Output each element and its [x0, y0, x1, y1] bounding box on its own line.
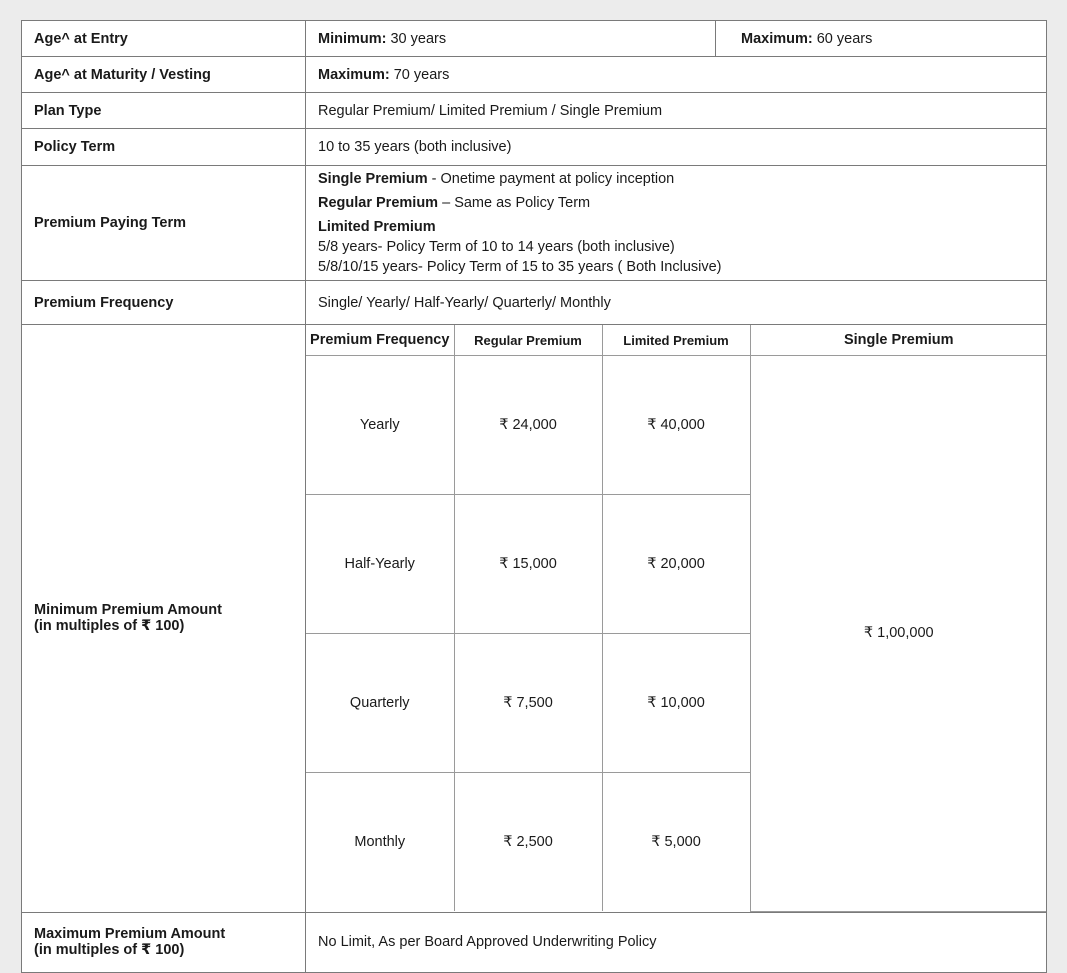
value-premium-paying-term	[306, 166, 1047, 281]
label-age-at-entry: Age^ at Entry	[22, 21, 306, 57]
limited-premium-term-2: 5/8/10/15 years- Policy Term of 15 to 35 years ( Both Inclusive)	[318, 259, 722, 275]
regular-premium-cell: ₹ 15,000	[454, 495, 602, 634]
row-maximum-premium	[22, 912, 1047, 972]
table-row	[306, 356, 1047, 495]
value-policy-term: 10 to 35 years (both inclusive)	[306, 129, 1047, 166]
table-header-row	[306, 325, 1047, 356]
label-premium-paying-term: Premium Paying Term	[22, 166, 306, 281]
limited-premium-label: Limited Premium	[318, 219, 436, 235]
value-maximum-premium: No Limit, As per Board Approved Underwriting Policy	[306, 912, 1047, 972]
limited-premium-cell: ₹ 10,000	[602, 634, 750, 773]
value-age-at-maturity	[306, 57, 1047, 93]
frequency-cell: Monthly	[306, 773, 454, 912]
limited-premium-cell: ₹ 40,000	[602, 356, 750, 495]
value-premium-frequency: Single/ Yearly/ Half-Yearly/ Quarterly/ Monthly	[306, 281, 1047, 325]
limited-premium-term-1: 5/8 years- Policy Term of 10 to 14 years (both inclusive)	[318, 239, 675, 255]
maximum-label: Maximum:	[741, 30, 813, 47]
regular-premium-label: Regular Premium	[318, 195, 439, 211]
value-minimum-premium	[306, 325, 1047, 913]
row-premium-paying-term	[22, 166, 1047, 281]
label-plan-type: Plan Type	[22, 93, 306, 129]
age-entry-minimum	[306, 21, 716, 56]
label-policy-term: Policy Term	[22, 129, 306, 166]
minimum-premium-label-line1: Minimum Premium Amount	[34, 602, 222, 619]
frequency-cell: Half-Yearly	[306, 495, 454, 634]
single-premium-label: Single Premium	[318, 171, 428, 187]
regular-premium-cell: ₹ 24,000	[454, 356, 602, 495]
maximum-value: 70 years	[389, 66, 450, 83]
minimum-premium-label-line2: (in multiples of ₹ 100)	[34, 618, 185, 635]
limited-premium-cell: ₹ 5,000	[602, 773, 750, 912]
header-single-premium: Single Premium	[750, 325, 1047, 356]
maximum-premium-label-line2: (in multiples of ₹ 100)	[34, 942, 185, 958]
regular-premium-line	[318, 193, 1034, 213]
minimum-label: Minimum:	[318, 30, 387, 47]
maximum-label: Maximum:	[318, 66, 390, 83]
header-premium-frequency: Premium Frequency	[306, 325, 454, 356]
maximum-value: 60 years	[812, 30, 873, 47]
row-policy-term	[22, 129, 1047, 166]
header-limited-premium: Limited Premium	[602, 325, 750, 356]
label-premium-frequency: Premium Frequency	[22, 281, 306, 325]
row-premium-frequency	[22, 281, 1047, 325]
single-premium-text: - Onetime payment at policy inception	[427, 171, 675, 187]
minimum-premium-table	[306, 325, 1047, 912]
frequency-cell: Yearly	[306, 356, 454, 495]
single-premium-line	[318, 169, 1034, 189]
label-maximum-premium	[22, 912, 306, 972]
regular-premium-cell: ₹ 2,500	[454, 773, 602, 912]
limited-premium-cell: ₹ 20,000	[602, 495, 750, 634]
single-premium-cell: ₹ 1,00,000	[750, 356, 1047, 912]
frequency-cell: Quarterly	[306, 634, 454, 773]
row-age-at-entry	[22, 21, 1047, 57]
age-entry-maximum	[716, 21, 1046, 56]
maximum-premium-label-line1: Maximum Premium Amount	[34, 926, 226, 942]
row-age-at-maturity	[22, 57, 1047, 93]
regular-premium-cell: ₹ 7,500	[454, 634, 602, 773]
header-regular-premium: Regular Premium	[454, 325, 602, 356]
value-plan-type: Regular Premium/ Limited Premium / Single Premium	[306, 93, 1047, 129]
regular-premium-text: – Same as Policy Term	[438, 195, 591, 211]
row-plan-type	[22, 93, 1047, 129]
policy-features-table	[21, 20, 1047, 973]
minimum-value: 30 years	[386, 30, 447, 47]
value-age-at-entry	[306, 21, 1047, 57]
label-age-at-maturity: Age^ at Maturity / Vesting	[22, 57, 306, 93]
label-minimum-premium	[22, 325, 306, 913]
row-minimum-premium	[22, 325, 1047, 913]
